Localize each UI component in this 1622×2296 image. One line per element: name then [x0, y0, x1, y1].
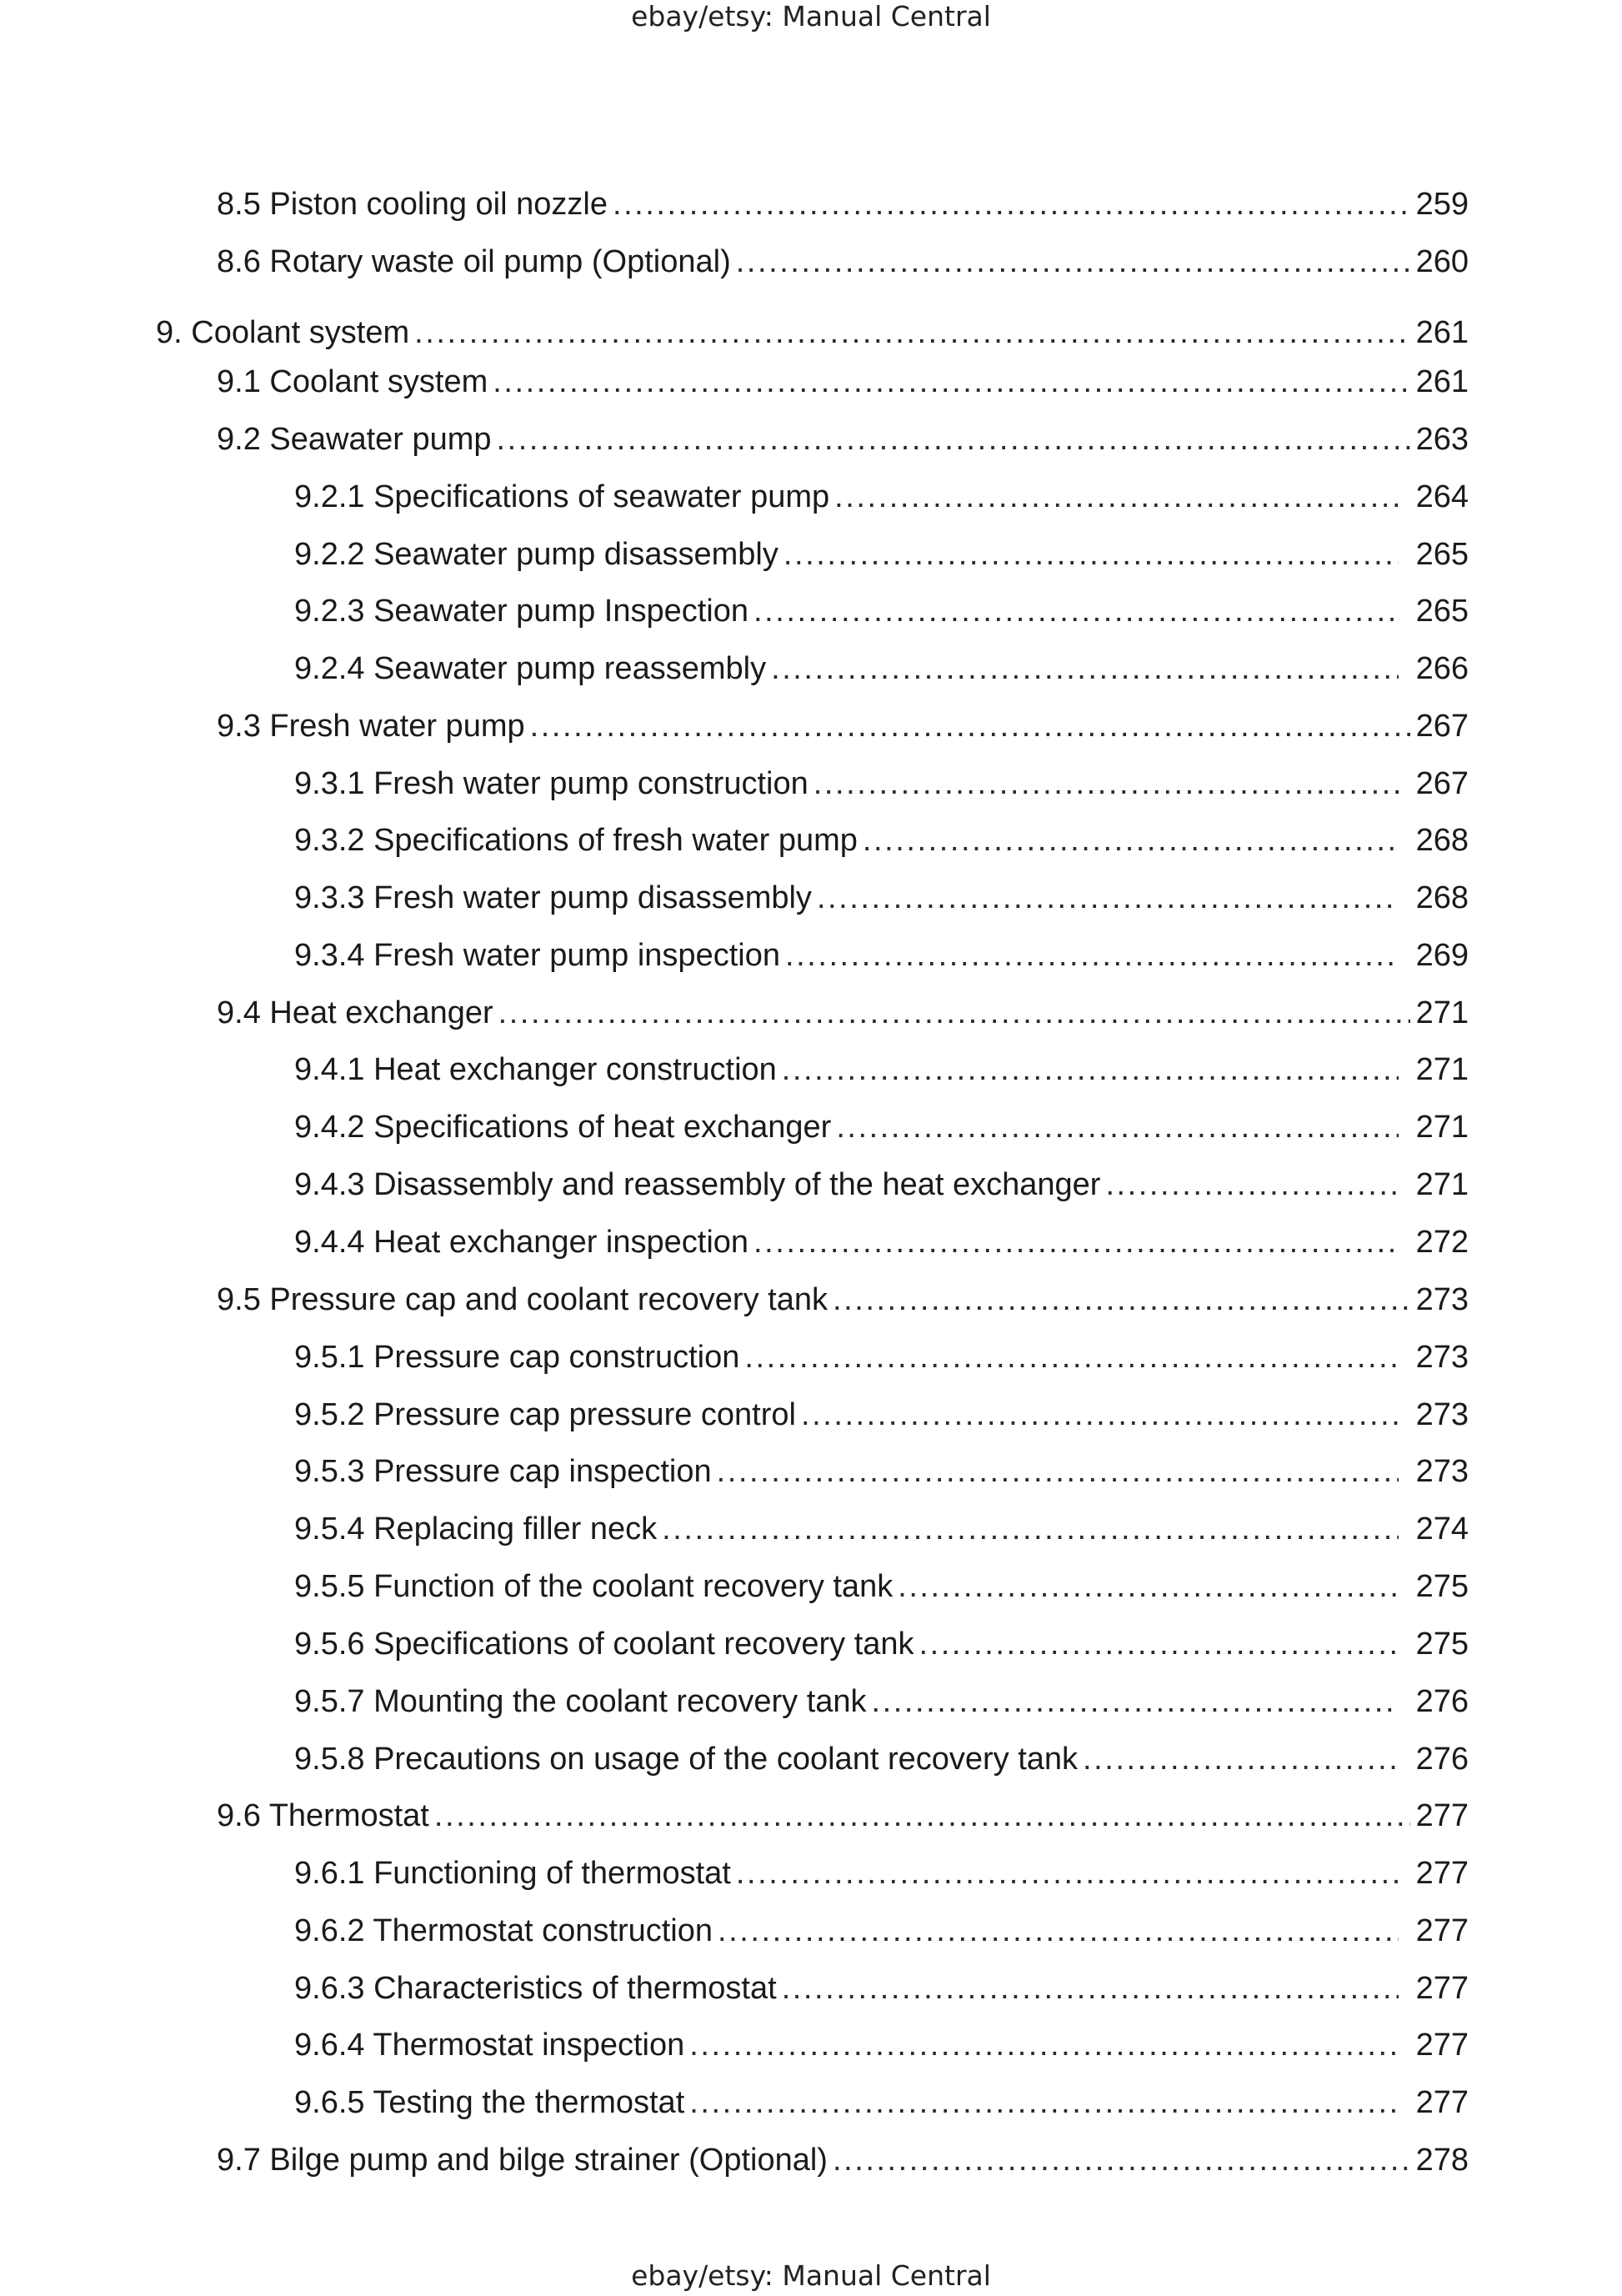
toc-entry[interactable] — [294, 2024, 1469, 2066]
dot-leader — [736, 241, 1410, 283]
toc-entry-title: 8.6 Rotary waste oil pump (Optional) — [217, 244, 731, 279]
toc-entry-page-number: 277 — [1415, 2028, 1469, 2063]
toc-entry-title: 9.2 Seawater pump — [217, 422, 492, 457]
dot-leader — [497, 419, 1410, 460]
toc-entry-title: 9.6.3 Characteristics of thermostat — [294, 1971, 777, 2006]
dot-leader — [782, 1049, 1399, 1090]
toc-entry-page-number: 277 — [1415, 1971, 1469, 2006]
toc-entry-page-number: 260 — [1415, 244, 1469, 279]
toc-entry-page-number: 277 — [1415, 1798, 1469, 1833]
toc-entry[interactable] — [294, 1164, 1469, 1206]
toc-entry[interactable] — [217, 419, 1469, 460]
toc-entry-title: 9.6.4 Thermostat inspection — [294, 2028, 685, 2063]
dot-leader — [771, 648, 1399, 689]
dot-leader — [801, 1394, 1399, 1436]
dot-leader — [689, 2024, 1399, 2066]
dot-leader — [530, 705, 1410, 747]
toc-entry[interactable] — [294, 534, 1469, 575]
dot-leader — [1105, 1164, 1399, 1206]
toc-entry-page-number: 275 — [1415, 1569, 1469, 1604]
toc-entry[interactable] — [217, 992, 1469, 1034]
dot-leader — [718, 1910, 1399, 1952]
toc-entry-title: 9.2.1 Specifications of seawater pump — [294, 479, 830, 514]
toc-entry-page-number: 267 — [1415, 709, 1469, 744]
toc-entry-title: 9.3.1 Fresh water pump construction — [294, 766, 808, 801]
toc-entry[interactable] — [217, 1279, 1469, 1321]
toc-entry-page-number: 277 — [1415, 2085, 1469, 2120]
toc-entry-page-number: 259 — [1415, 187, 1469, 222]
dot-leader — [689, 2082, 1399, 2123]
dot-leader — [833, 2139, 1410, 2181]
toc-entry[interactable] — [294, 1910, 1469, 1952]
toc-entry-page-number: 278 — [1415, 2143, 1469, 2178]
toc-entry-page-number: 261 — [1415, 315, 1469, 350]
toc-entry[interactable] — [294, 1738, 1469, 1780]
toc-entry-page-number: 273 — [1415, 1340, 1469, 1375]
toc-entry-title: 9.6 Thermostat — [217, 1798, 429, 1833]
toc-entry[interactable] — [217, 361, 1469, 403]
toc-entry-title: 9.5.5 Function of the coolant recovery tank — [294, 1569, 894, 1604]
toc-entry[interactable] — [294, 1623, 1469, 1665]
toc-entry[interactable] — [294, 1681, 1469, 1722]
toc-entry-page-number: 274 — [1415, 1511, 1469, 1547]
toc-entry[interactable] — [294, 763, 1469, 805]
toc-entry-page-number: 277 — [1415, 1913, 1469, 1948]
toc-entry[interactable] — [294, 877, 1469, 919]
dot-leader — [613, 183, 1410, 225]
page-header: ebay/etsy: Manual Central — [631, 0, 991, 33]
toc-entry-title: 9.4.3 Disassembly and reassembly of the heat exchanger — [294, 1167, 1101, 1202]
toc-entry-title: 9.5 Pressure cap and coolant recovery tank — [217, 1282, 828, 1317]
dot-leader — [736, 1852, 1399, 1894]
toc-entry-title: 9.5.7 Mounting the coolant recovery tank — [294, 1684, 867, 1719]
toc-entry-title: 9.6.2 Thermostat construction — [294, 1913, 713, 1948]
dot-leader — [834, 476, 1399, 518]
toc-entry-page-number: 261 — [1415, 364, 1469, 399]
toc-entry[interactable] — [294, 1508, 1469, 1550]
dot-leader — [414, 312, 1410, 353]
page-footer: ebay/etsy: Manual Central — [631, 2259, 991, 2292]
toc-entry-title: 9.5.4 Replacing filler neck — [294, 1511, 658, 1547]
toc-entry[interactable] — [156, 312, 1469, 353]
toc-entry[interactable] — [217, 183, 1469, 225]
dot-leader — [753, 590, 1399, 632]
dot-leader — [863, 820, 1399, 861]
toc-entry-page-number: 268 — [1415, 823, 1469, 858]
dot-leader — [817, 877, 1399, 919]
toc-entry[interactable] — [217, 241, 1469, 283]
dot-leader — [753, 1221, 1399, 1263]
toc-entry-page-number: 277 — [1415, 1856, 1469, 1891]
toc-entry-title: 9.1 Coolant system — [217, 364, 488, 399]
toc-entry-page-number: 265 — [1415, 537, 1469, 572]
toc-entry-page-number: 268 — [1415, 880, 1469, 915]
toc-entry[interactable] — [294, 2082, 1469, 2123]
dot-leader — [814, 763, 1399, 805]
toc-entry[interactable] — [294, 476, 1469, 518]
toc-entry-page-number: 271 — [1415, 1110, 1469, 1145]
toc-entry-title: 9.4.2 Specifications of heat exchanger — [294, 1110, 832, 1145]
toc-entry[interactable] — [294, 1566, 1469, 1607]
dot-leader — [493, 361, 1410, 403]
toc-entry-page-number: 263 — [1415, 422, 1469, 457]
toc-entry[interactable] — [217, 705, 1469, 747]
toc-entry-title: 9.3.2 Specifications of fresh water pump — [294, 823, 858, 858]
dot-leader — [717, 1451, 1399, 1492]
toc-entry-page-number: 272 — [1415, 1225, 1469, 1260]
dot-leader — [785, 935, 1399, 976]
toc-entry-page-number: 264 — [1415, 479, 1469, 514]
toc-entry-title: 9.6.1 Functioning of thermostat — [294, 1856, 731, 1891]
toc-entry-title: 9.3.4 Fresh water pump inspection — [294, 938, 780, 973]
dot-leader — [836, 1106, 1399, 1148]
toc-entry-page-number: 276 — [1415, 1684, 1469, 1719]
toc-entry-page-number: 273 — [1415, 1454, 1469, 1489]
dot-leader — [662, 1508, 1399, 1550]
toc-entry-page-number: 266 — [1415, 651, 1469, 686]
toc-entry-title: 9.2.2 Seawater pump disassembly — [294, 537, 778, 572]
toc-entry-title: 9.2.3 Seawater pump Inspection — [294, 594, 749, 629]
toc-entry[interactable] — [294, 1451, 1469, 1492]
toc-entry-title: 9.2.4 Seawater pump reassembly — [294, 651, 767, 686]
toc-entry[interactable] — [294, 648, 1469, 689]
dot-leader — [434, 1795, 1410, 1837]
toc-entry-title: 9.5.6 Specifications of coolant recovery tank — [294, 1627, 914, 1662]
toc-entry-page-number: 273 — [1415, 1397, 1469, 1432]
toc-entry[interactable] — [294, 1852, 1469, 1894]
toc-entry[interactable] — [217, 2139, 1469, 2181]
toc-entry[interactable] — [294, 1394, 1469, 1436]
toc-entry-title: 9.5.2 Pressure cap pressure control — [294, 1397, 796, 1432]
toc-entry-title: 9.5.3 Pressure cap inspection — [294, 1454, 712, 1489]
toc-entry[interactable] — [294, 820, 1469, 861]
toc-entry-title: 9.5.8 Precautions on usage of the coolant recovery tank — [294, 1742, 1079, 1777]
toc-entry-page-number: 271 — [1415, 995, 1469, 1030]
toc-entry-page-number: 273 — [1415, 1282, 1469, 1317]
toc-entry[interactable] — [294, 1106, 1469, 1148]
toc-entry[interactable] — [294, 1049, 1469, 1090]
toc-entry-page-number: 269 — [1415, 938, 1469, 973]
toc-entry-title: 9.4 Heat exchanger — [217, 995, 493, 1030]
toc-entry-page-number: 271 — [1415, 1052, 1469, 1087]
toc-entry-title: 9.4.1 Heat exchanger construction — [294, 1052, 777, 1087]
dot-leader — [898, 1566, 1399, 1607]
toc-entry-page-number: 267 — [1415, 766, 1469, 801]
toc-entry-title: 9.7 Bilge pump and bilge strainer (Optional) — [217, 2143, 828, 2178]
toc-entry-title: 9.6.5 Testing the thermostat — [294, 2085, 685, 2120]
toc-entry[interactable] — [294, 935, 1469, 976]
toc-entry[interactable] — [294, 1336, 1469, 1378]
dot-leader — [744, 1336, 1399, 1378]
toc-entry[interactable] — [294, 1221, 1469, 1263]
toc-entry[interactable] — [217, 1795, 1469, 1837]
dot-leader — [782, 1968, 1399, 2009]
toc-entry-page-number: 275 — [1415, 1627, 1469, 1662]
toc-entry-page-number: 265 — [1415, 594, 1469, 629]
toc-entry-title: 9. Coolant system — [156, 315, 410, 350]
toc-entry-title: 9.3.3 Fresh water pump disassembly — [294, 880, 812, 915]
toc-entry[interactable] — [294, 1968, 1469, 2009]
toc-entry-page-number: 276 — [1415, 1742, 1469, 1777]
toc-entry-page-number: 271 — [1415, 1167, 1469, 1202]
toc-entry-title: 9.3 Fresh water pump — [217, 709, 525, 744]
dot-leader — [783, 534, 1399, 575]
toc-entry-title: 9.5.1 Pressure cap construction — [294, 1340, 740, 1375]
dot-leader — [498, 992, 1410, 1034]
dot-leader — [919, 1623, 1399, 1665]
dot-leader — [872, 1681, 1399, 1722]
toc-entry-title: 9.4.4 Heat exchanger inspection — [294, 1225, 749, 1260]
dot-leader — [833, 1279, 1410, 1321]
toc-entry-title: 8.5 Piston cooling oil nozzle — [217, 187, 608, 222]
toc-entry[interactable] — [294, 590, 1469, 632]
dot-leader — [1083, 1738, 1399, 1780]
